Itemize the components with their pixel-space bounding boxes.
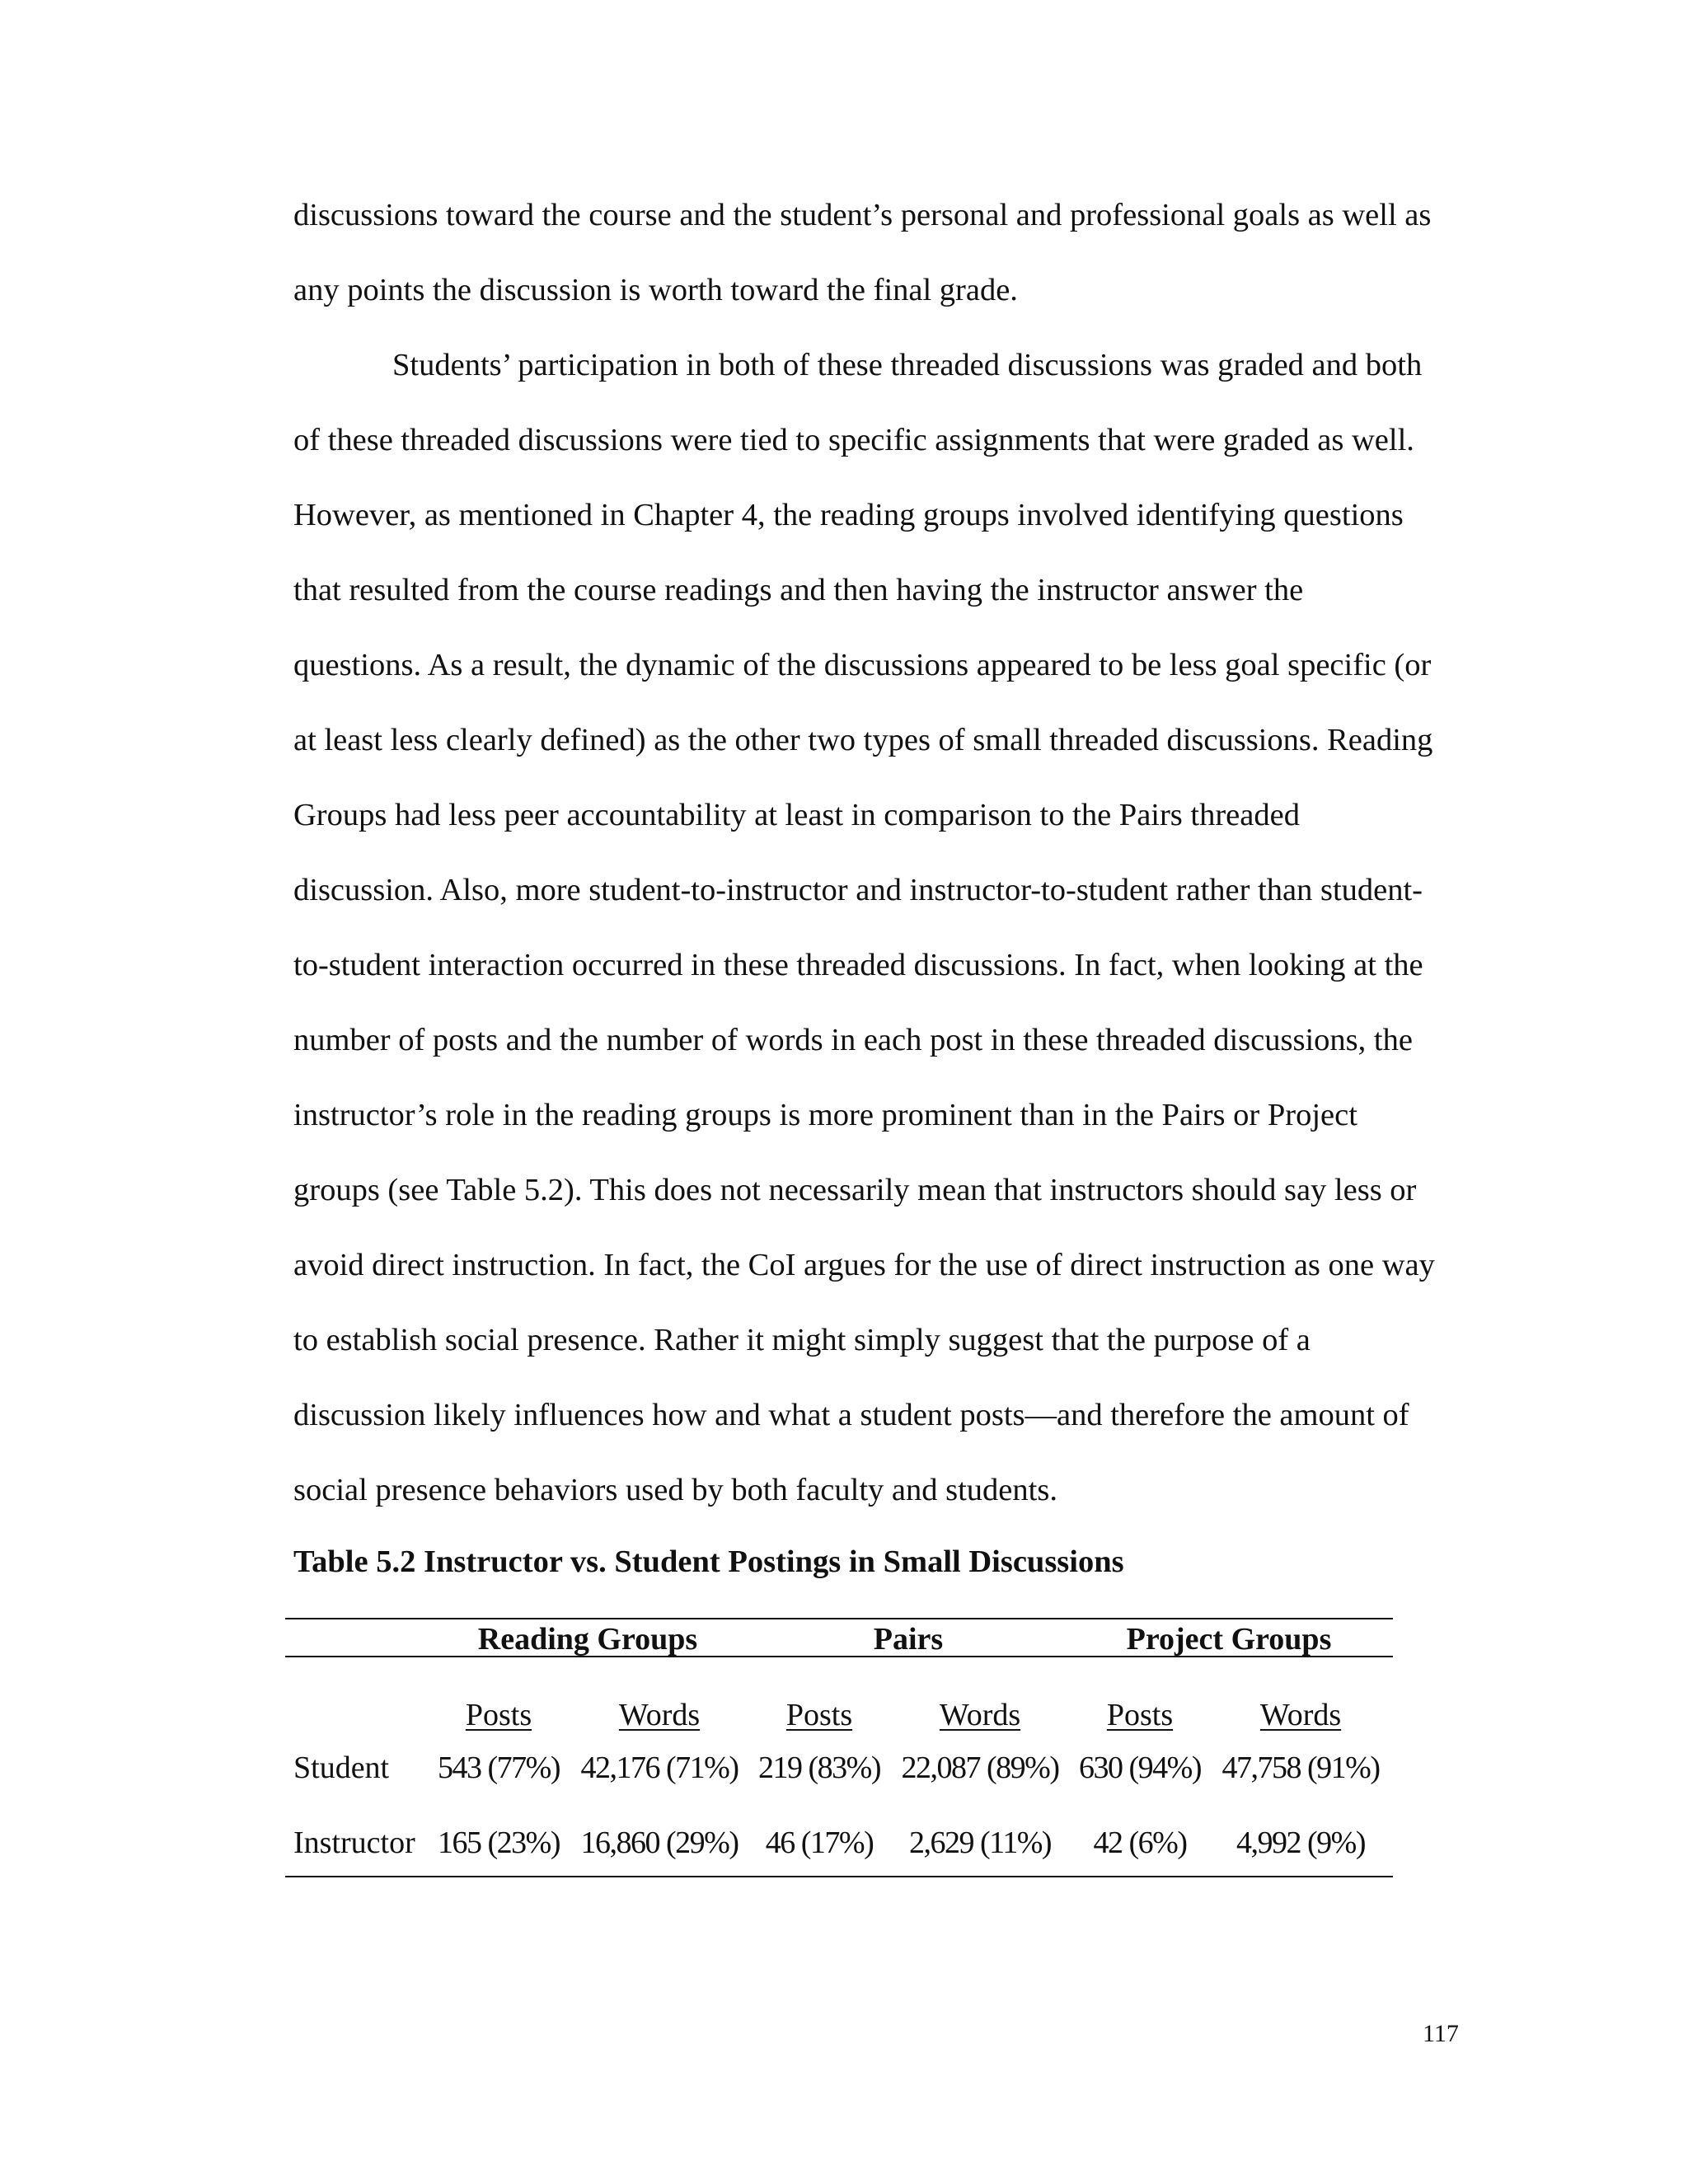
body-line: However, as mentioned in Chapter 4, the reading groups involved identifying questions: [293, 498, 1404, 532]
body-line: that resulted from the course readings and then having the instructor answer the: [293, 573, 1304, 607]
table-bottom-rule: [285, 1876, 1393, 1877]
body-line: to-student interaction occurred in these threaded discussions. In fact, when looking at the: [293, 948, 1423, 982]
subheader-posts: Posts: [1106, 1698, 1174, 1732]
body-line: discussion likely influences how and what a student posts—and therefore the amount of: [293, 1398, 1409, 1432]
body-line-paragraph-start: Students’ participation in both of these threaded discussions was graded and both: [392, 348, 1423, 382]
body-line: groups (see Table 5.2). This does not necessarily mean that instructors should say less or: [293, 1173, 1417, 1207]
table-cell: 543 (77%): [438, 1750, 560, 1785]
table-cell: 22,087 (89%): [901, 1750, 1059, 1785]
group-header-project-groups: Project Groups: [1126, 1622, 1332, 1657]
body-line: discussions toward the course and the student’s personal and professional goals as well as: [293, 198, 1432, 232]
body-line: discussion. Also, more student-to-instructor and instructor-to-student rather than student-: [293, 873, 1423, 907]
body-line: instructor’s role in the reading groups is more prominent than in the Pairs or Project: [293, 1098, 1357, 1132]
group-header-pairs: Pairs: [873, 1622, 944, 1657]
table-cell: 47,758 (91%): [1221, 1750, 1380, 1785]
table-cell: 165 (23%): [438, 1825, 560, 1860]
row-label-student: Student: [293, 1750, 390, 1785]
body-line: questions. As a result, the dynamic of the discussions appeared to be less goal specific (or: [293, 648, 1432, 682]
table-cell: 4,992 (9%): [1236, 1825, 1365, 1860]
table-top-rule: [285, 1618, 1393, 1619]
subheader-posts: Posts: [465, 1698, 532, 1732]
page-number: 117: [1423, 2020, 1459, 2047]
subheader-words: Words: [939, 1698, 1021, 1732]
table-header-rule: [285, 1656, 1393, 1657]
table-cell: 46 (17%): [765, 1825, 874, 1860]
body-line: to establish social presence. Rather it might simply suggest that the purpose of a: [293, 1323, 1311, 1357]
row-label-instructor: Instructor: [293, 1825, 415, 1860]
body-line: social presence behaviors used by both faculty and students.: [293, 1473, 1057, 1507]
subheader-posts: Posts: [785, 1698, 853, 1732]
body-line: Groups had less peer accountability at least in comparison to the Pairs threaded: [293, 798, 1300, 832]
table-cell: 630 (94%): [1079, 1750, 1201, 1785]
table-caption: Table 5.2 Instructor vs. Student Postings in Small Discussions: [293, 1544, 1124, 1579]
table-cell: 2,629 (11%): [908, 1825, 1052, 1860]
body-line: avoid direct instruction. In fact, the CoI argues for the use of direct instruction as one way: [293, 1248, 1435, 1282]
table-cell: 42 (6%): [1093, 1825, 1187, 1860]
body-line: of these threaded discussions were tied to specific assignments that were graded as well.: [293, 423, 1414, 457]
body-line: any points the discussion is worth toward the final grade.: [293, 273, 1018, 307]
table-cell: 219 (83%): [758, 1750, 880, 1785]
subheader-words: Words: [618, 1698, 701, 1732]
body-line: number of posts and the number of words in each post in these threaded discussions, the: [293, 1023, 1413, 1057]
group-header-reading-groups: Reading Groups: [477, 1622, 698, 1657]
body-line: at least less clearly defined) as the other two types of small threaded discussions. Reading: [293, 723, 1433, 757]
table-cell: 42,176 (71%): [580, 1750, 738, 1785]
table-cell: 16,860 (29%): [580, 1825, 738, 1860]
subheader-words: Words: [1259, 1698, 1342, 1732]
